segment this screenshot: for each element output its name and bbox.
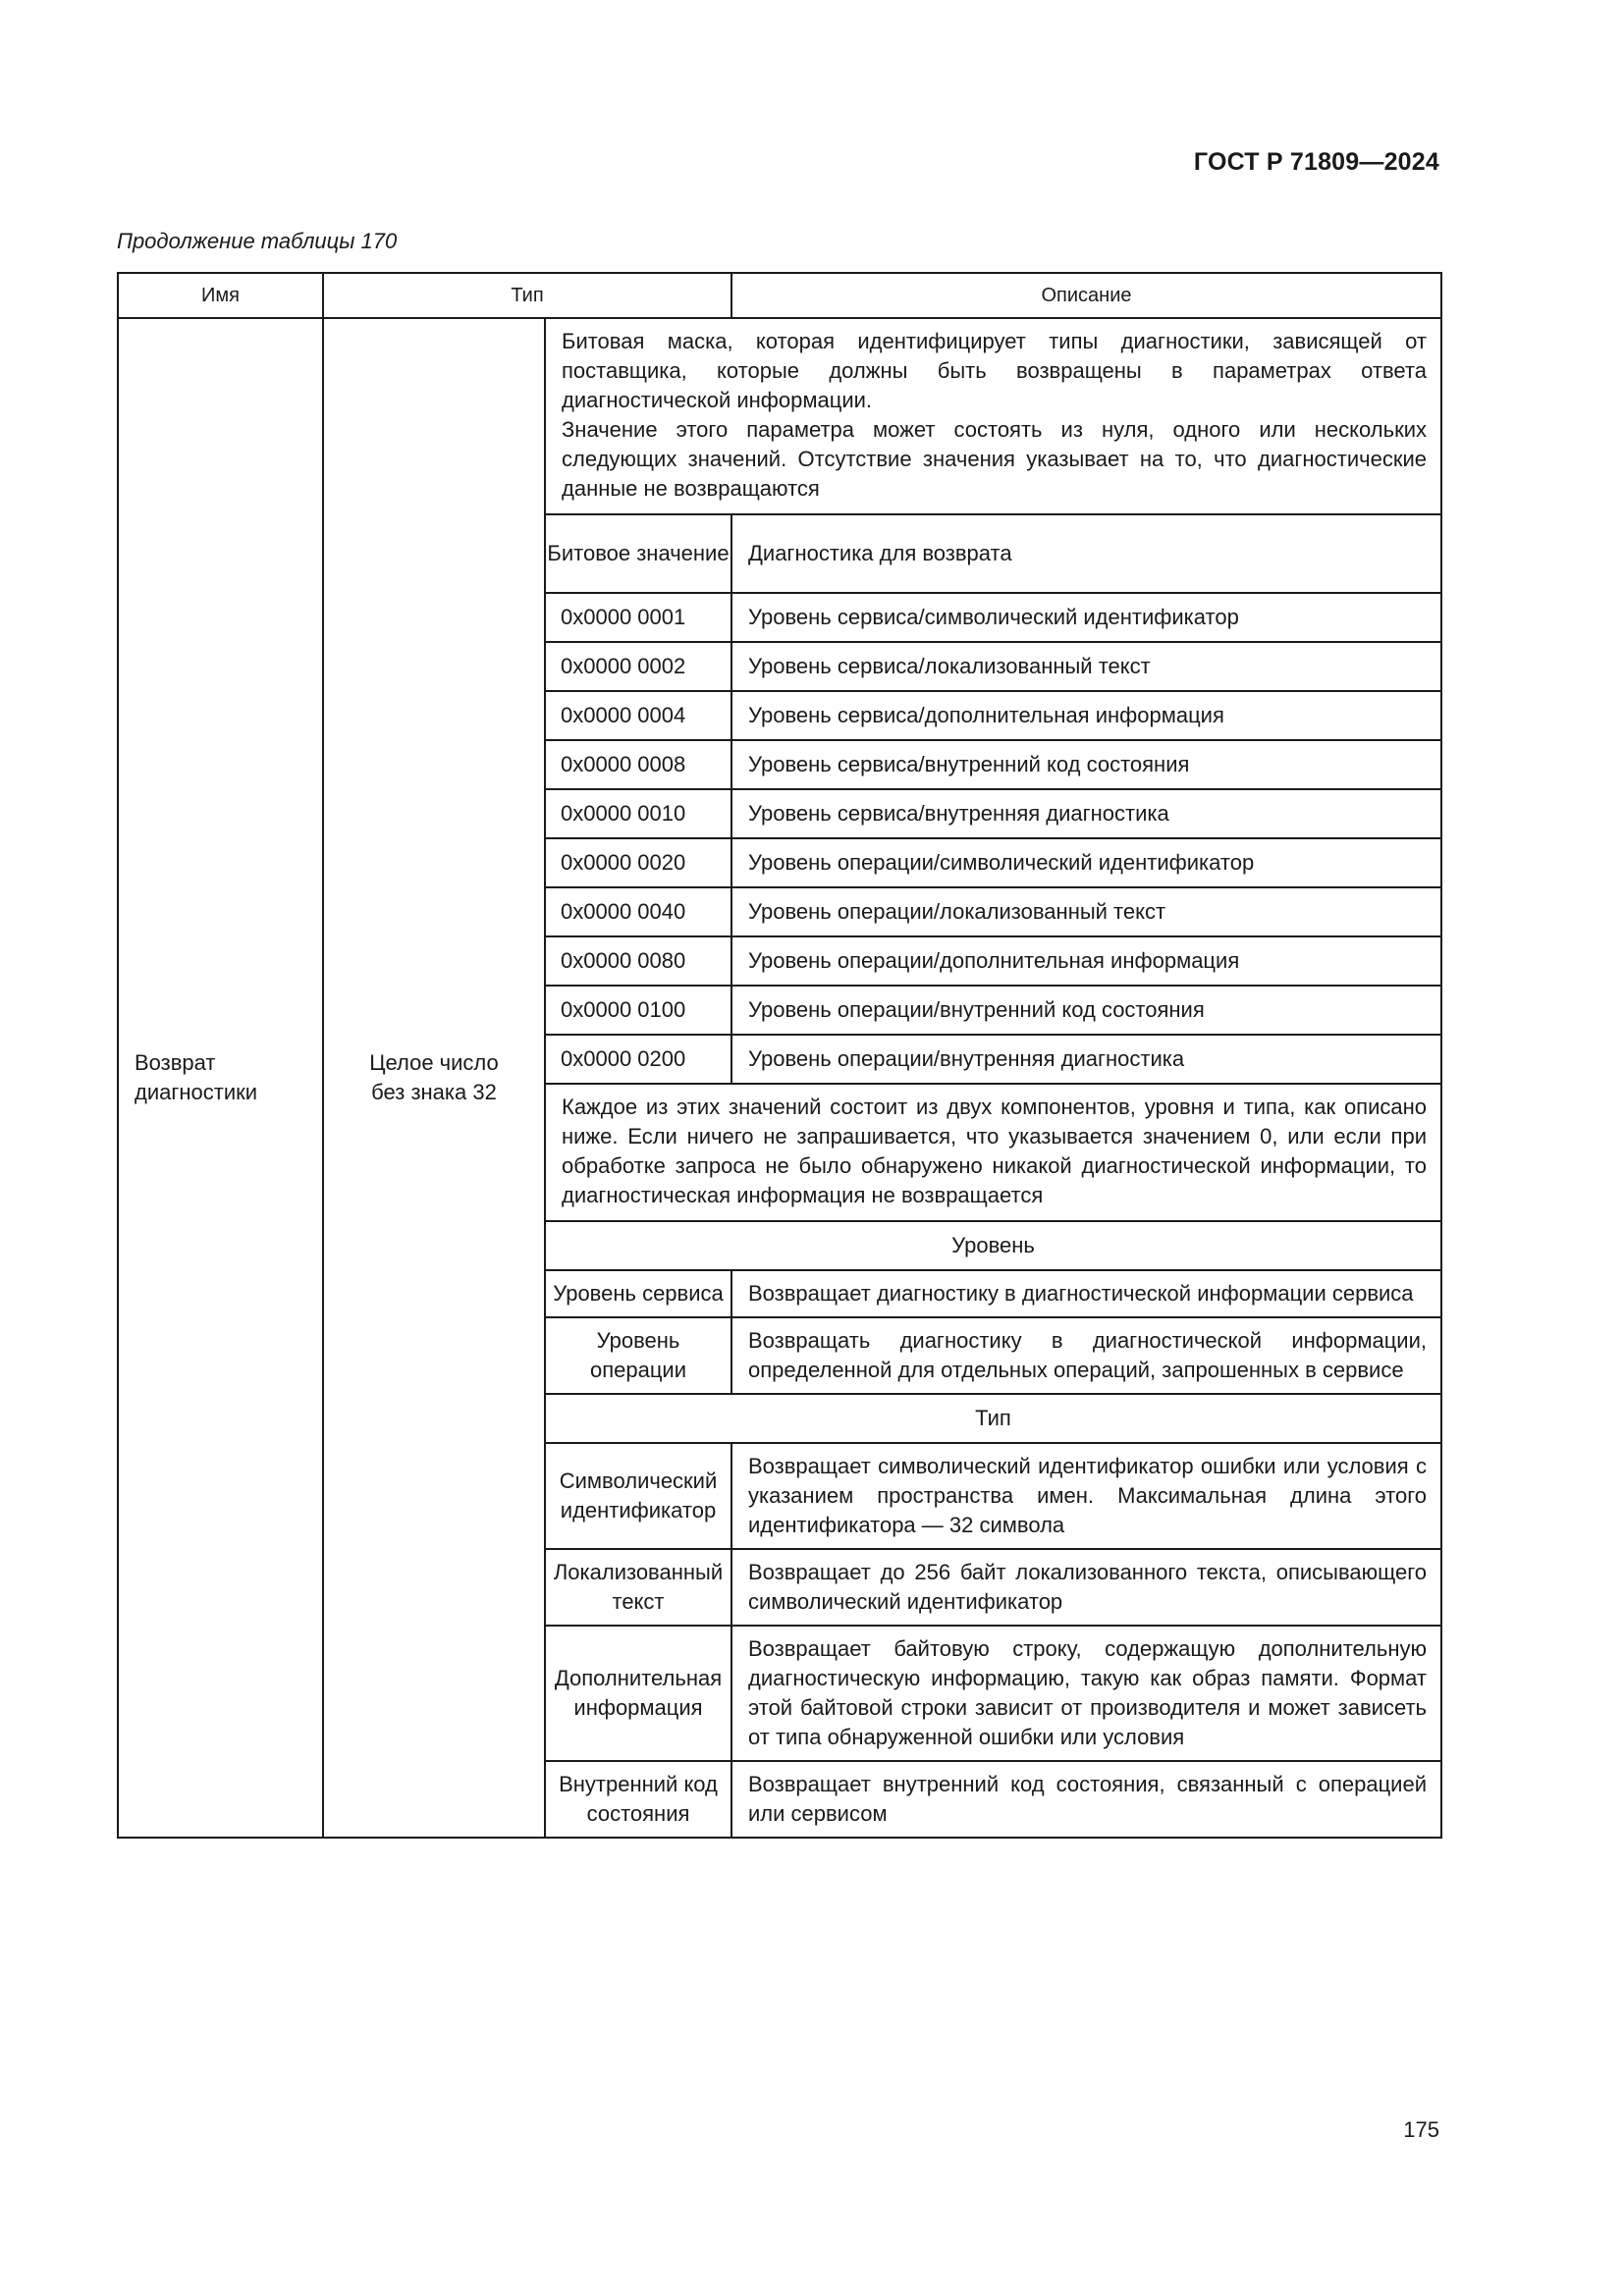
bitmask-description-paragraph: Значение этого параметра может состоять из нуля, одного или нескольких следующих значений. Отсутствие значения указывает на то, что диагностические данные не возвращаются xyxy=(562,417,1427,501)
bit-value: 0x0000 0100 xyxy=(545,986,731,1035)
level-description: Возвращать диагностику в диагностической информации, определенной для отдельных операций, запрошенных в сервисе xyxy=(731,1317,1441,1394)
type-label: Внутренний код состояния xyxy=(545,1761,731,1838)
type-label: Локализованный текст xyxy=(545,1549,731,1626)
type-description: Возвращает до 256 байт локализованного текста, описывающего символический идентификатор xyxy=(731,1549,1441,1626)
bit-description: Уровень операции/символический идентификатор xyxy=(731,838,1441,887)
parameter-type-line: Целое число xyxy=(369,1050,499,1075)
bit-value: 0x0000 0002 xyxy=(545,642,731,691)
type-label: Дополнительная информация xyxy=(545,1626,731,1761)
bit-description: Уровень операции/внутренняя диагностика xyxy=(731,1035,1441,1084)
bitmask-description-cell xyxy=(545,318,1441,514)
bit-description: Уровень сервиса/локализованный текст xyxy=(731,642,1441,691)
bit-value: 0x0000 0001 xyxy=(545,593,731,642)
level-description: Возвращает диагностику в диагностической информации сервиса xyxy=(731,1270,1441,1317)
parameter-type-cell xyxy=(323,318,545,1838)
bit-value: 0x0000 0200 xyxy=(545,1035,731,1084)
bit-description: Уровень сервиса/символический идентификатор xyxy=(731,593,1441,642)
parameter-type-line: без знака 32 xyxy=(371,1080,497,1104)
standard-number: ГОСТ Р 71809—2024 xyxy=(1193,148,1439,176)
components-note: Каждое из этих значений состоит из двух компонентов, уровня и типа, как описано ниже. Если ничего не запрашивается, что указывается значением 0, или если при обработке запроса не было обнаружено никакой диагностической информации, то диагностическая информация не возвращается xyxy=(545,1084,1441,1221)
intro-row xyxy=(118,318,1441,514)
page-number: 175 xyxy=(1403,2117,1439,2142)
bit-value: 0x0000 0040 xyxy=(545,887,731,936)
column-header-description: Описание xyxy=(731,273,1441,318)
level-label: Уровень сервиса xyxy=(545,1270,731,1317)
parameter-name-cell xyxy=(118,318,323,1838)
table-header-row xyxy=(118,273,1441,318)
bit-value: 0x0000 0008 xyxy=(545,740,731,789)
column-header-name: Имя xyxy=(118,273,323,318)
bit-description: Уровень сервиса/внутренний код состояния xyxy=(731,740,1441,789)
column-header-type: Тип xyxy=(323,273,731,318)
bit-value-header: Битовое значение xyxy=(545,514,731,593)
bit-description: Уровень сервиса/дополнительная информация xyxy=(731,691,1441,740)
bit-value: 0x0000 0080 xyxy=(545,936,731,986)
bit-description: Уровень операции/внутренний код состояния xyxy=(731,986,1441,1035)
bit-value: 0x0000 0004 xyxy=(545,691,731,740)
diagnostics-table xyxy=(117,272,1442,1839)
bit-description: Уровень операции/дополнительная информация xyxy=(731,936,1441,986)
type-description: Возвращает внутренний код состояния, связанный с операцией или сервисом xyxy=(731,1761,1441,1838)
type-description: Возвращает байтовую строку, содержащую дополнительную диагностическую информацию, такую как образ памяти. Формат этой байтовой строки зависит от производителя и может зависеть от типа обнаруженной ошибки или условия xyxy=(731,1626,1441,1761)
bit-description: Уровень сервиса/внутренняя диагностика xyxy=(731,789,1441,838)
bitmask-description-paragraph: Битовая маска, которая идентифицирует типы диагностики, зависящей от поставщика, которые должны быть возвращены в параметрах ответа диагностической информации. xyxy=(562,329,1427,412)
bit-description-header: Диагностика для возврата xyxy=(731,514,1441,593)
table-caption: Продолжение таблицы 170 xyxy=(117,229,398,253)
level-label: Уровень операции xyxy=(545,1317,731,1394)
type-section-heading: Тип xyxy=(545,1394,1441,1443)
parameter-name-line: диагностики xyxy=(135,1080,258,1104)
bit-value: 0x0000 0010 xyxy=(545,789,731,838)
bit-description: Уровень операции/локализованный текст xyxy=(731,887,1441,936)
level-section-heading: Уровень xyxy=(545,1221,1441,1270)
type-label: Символический идентификатор xyxy=(545,1443,731,1549)
parameter-name-line: Возврат xyxy=(135,1050,216,1075)
bit-value: 0x0000 0020 xyxy=(545,838,731,887)
type-description: Возвращает символический идентификатор ошибки или условия с указанием пространства имен. Максимальная длина этого идентификатора — 32 символа xyxy=(731,1443,1441,1549)
